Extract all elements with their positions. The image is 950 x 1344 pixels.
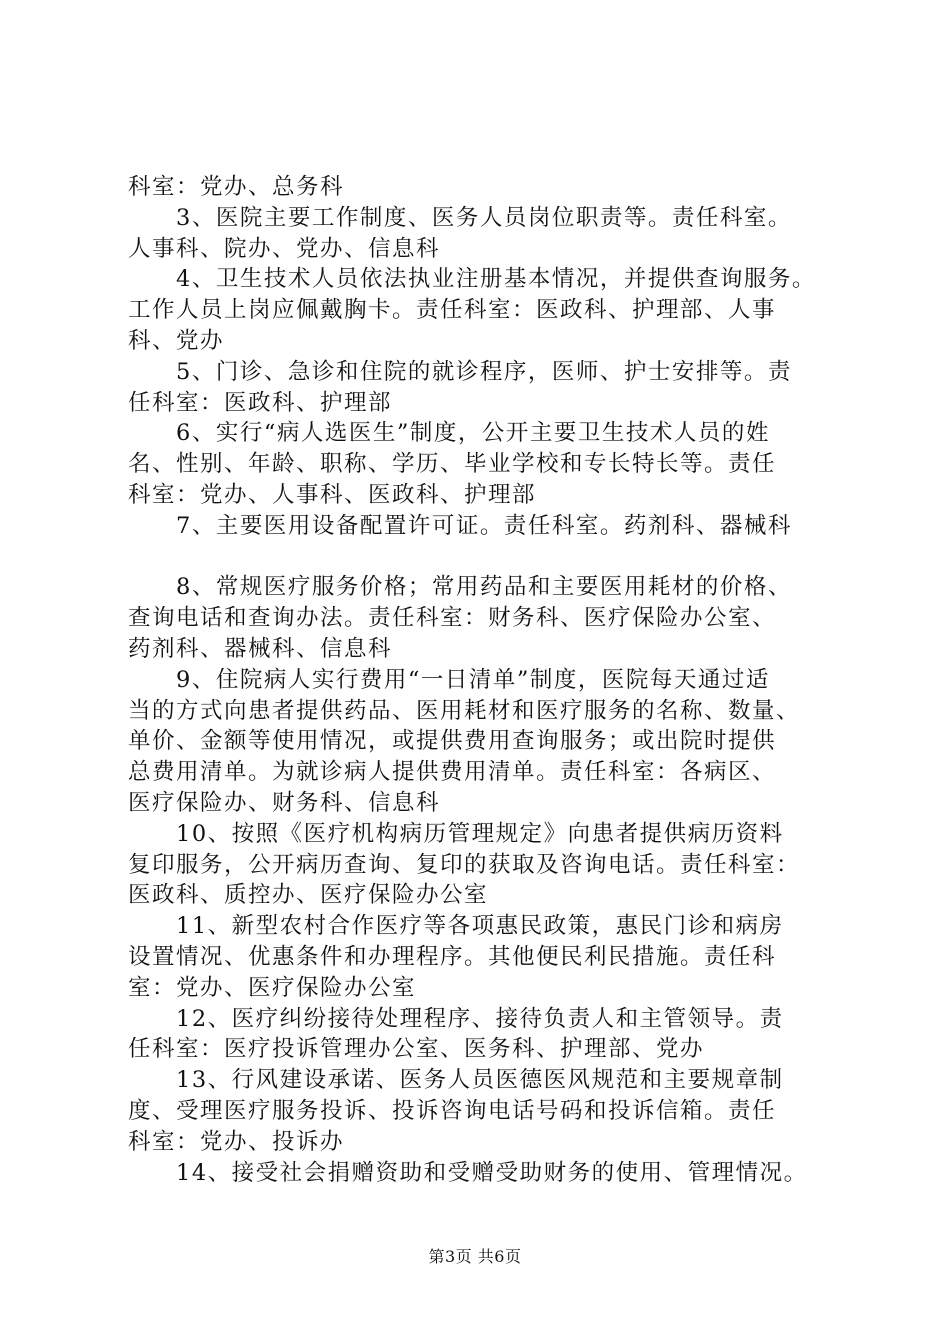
text-line: 查询电话和查询办法。责任科室：财务科、医疗保险办公室、 <box>128 605 777 632</box>
text-line: 药剂科、器械科、信息科 <box>128 635 393 662</box>
text-line: 设置情况、优惠条件和办理程序。其他便民利民措施。责任科 <box>128 943 777 970</box>
text-line: 任科室：医政科、护理部 <box>128 389 393 416</box>
text-line: 5、门诊、急诊和住院的就诊程序，医师、护士安排等。责 <box>176 358 792 385</box>
text-line: 科、党办 <box>128 327 225 354</box>
text-line: 名、性别、年龄、职称、学历、毕业学校和专长特长等。责任 <box>128 451 777 478</box>
page-footer: 第3页 共6页 <box>428 1247 522 1266</box>
text-line: 医疗保险办、财务科、信息科 <box>128 789 441 816</box>
text-line: 7、主要医用设备配置许可证。责任科室。药剂科、器械科 <box>176 512 792 539</box>
text-line: 4、卫生技术人员依法执业注册基本情况，并提供查询服务。 <box>176 266 816 293</box>
text-line: 人事科、院办、党办、信息科 <box>128 235 441 262</box>
text-line: 14、接受社会捐赠资助和受赠受助财务的使用、管理情况。 <box>176 1159 808 1186</box>
text-line: 医政科、质控办、医疗保险办公室 <box>128 882 489 909</box>
text-line: 12、医疗纠纷接待处理程序、接待负责人和主管领导。责 <box>176 1005 784 1032</box>
text-line: 复印服务，公开病历查询、复印的获取及咨询电话。责任科室： <box>128 851 801 878</box>
text-line: 工作人员上岗应佩戴胸卡。责任科室：医政科、护理部、人事 <box>128 297 777 324</box>
text-line: 8、常规医疗服务价格；常用药品和主要医用耗材的价格、 <box>176 574 792 601</box>
text-line: 科室：党办、投诉办 <box>128 1128 345 1155</box>
text-line: 11、新型农村合作医疗等各项惠民政策，惠民门诊和病房 <box>176 913 784 940</box>
text-line: 3、医院主要工作制度、医务人员岗位职责等。责任科室。 <box>176 204 792 231</box>
text-line: 9、住院病人实行费用“一日清单”制度，医院每天通过适 <box>176 666 770 693</box>
text-line: 科室：党办、人事科、医政科、护理部 <box>128 481 537 508</box>
text-line: 科室：党办、总务科 <box>128 174 345 200</box>
text-line: 当的方式向患者提供药品、医用耗材和医疗服务的名称、数量、 <box>128 697 801 724</box>
text-line: 6、实行“病人选医生”制度，公开主要卫生技术人员的姓 <box>176 420 770 447</box>
blank-line <box>128 542 868 573</box>
text-line: 单价、金额等使用情况，或提供费用查询服务；或出院时提供 <box>128 728 777 755</box>
text-line: 任科室：医疗投诉管理办公室、医务科、护理部、党办 <box>128 1036 705 1063</box>
text-line: 度、受理医疗服务投诉、投诉咨询电话号码和投诉信箱。责任 <box>128 1097 777 1124</box>
text-line: 13、行风建设承诺、医务人员医德医风规范和主要规章制 <box>176 1067 784 1094</box>
document-body <box>128 172 868 1188</box>
text-line: 室：党办、医疗保险办公室 <box>128 974 417 1001</box>
text-line: 10、按照《医疗机构病历管理规定》向患者提供病历资料 <box>176 820 784 847</box>
text-line: 总费用清单。为就诊病人提供费用清单。责任科室：各病区、 <box>128 759 777 786</box>
